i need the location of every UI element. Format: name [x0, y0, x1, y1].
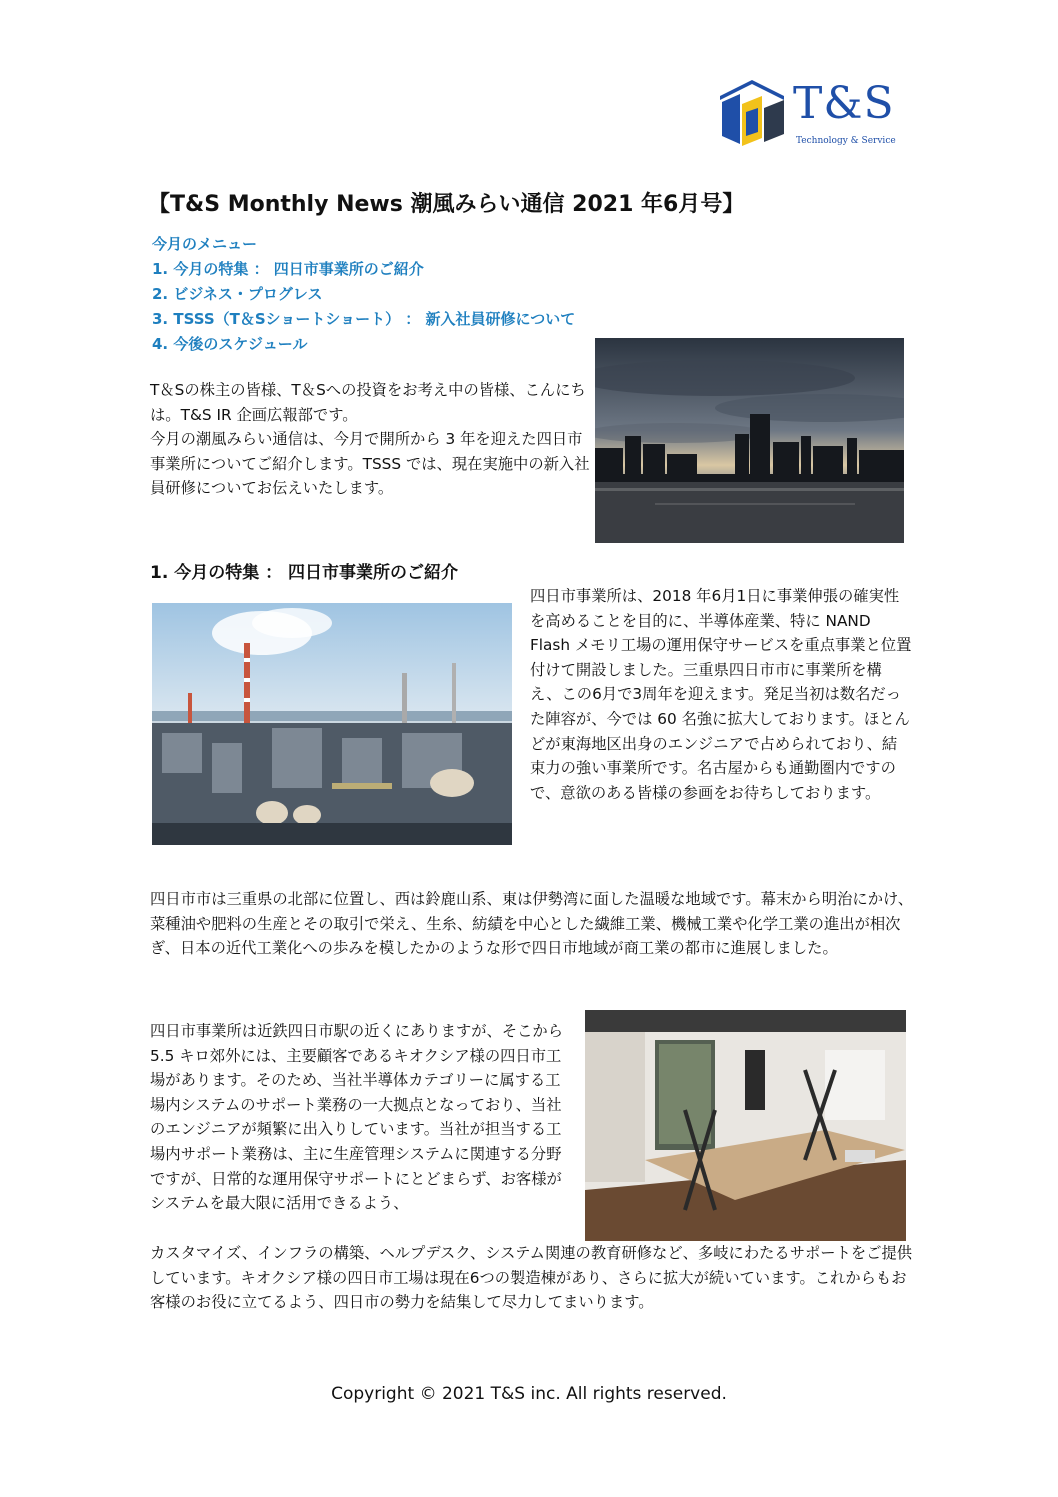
menu-item-feature: 1. 今月の特集 ： 四日市事業所のご紹介	[152, 260, 424, 278]
logo-wordmark: T&S	[793, 78, 895, 129]
logo-mark-icon	[712, 78, 792, 150]
feature-paragraph-2: 四日市市は三重県の北部に位置し、西は鈴鹿山系、東は伊勢湾に面した温暖な地域です。幕末から明治にかけ、菜種油や肥料の生産とその取引で栄え、生糸、紡績を中心とした繊維工業、機械工業や化学工業の進出が相次ぎ、日本の近代工業化への歩みを模したかのような形で四日市地域が商工業の都市に進展しました。	[150, 890, 914, 958]
industrial-factory-photo	[152, 603, 512, 845]
feature-paragraph-1: 四日市事業所は、2018 年6月1日に事業伸張の確実性を高めることを目的に、半導体産業、特に NAND Flash メモリ工場の運用保守サービスを重点事業と位置付けて開設しました。三重県四日市市に事業所を構え、この6月で3周年を迎えます。発足当初は数名だった陣容が、今では 60 名強に拡大しております。ほとんどが東海地区出身のエンジニアで占められており、結束力の強い事業所です。名古屋からも通勤圏内ですので、意欲のある皆様の参画をお待ちしております。	[530, 587, 912, 802]
feature-paragraph-3: 四日市事業所は近鉄四日市駅の近くにありますが、そこから 5.5 キロ郊外には、主要顧客であるキオクシア様の四日市工場があります。そのため、当社半導体カテゴリーに属する工場内システムのサポート業務の一大拠点となっており、当社のエンジニアが頻繁に出入りしています。当社が担当する工場内サポート業務は、主に生産管理システムに関連する分野ですが、日常的な運用保守サポートにとどまらず、お客様がシステムを最大限に活用できるよう、	[150, 1022, 564, 1213]
copyright-footer: Copyright © 2021 T&S inc. All rights reserved.	[331, 1384, 727, 1404]
menu-item-schedule: 4. 今後のスケジュール	[152, 335, 308, 353]
menu-list	[152, 232, 575, 357]
office-interior-photo	[585, 1010, 906, 1241]
menu-item-tsss: 3. TSSS（T＆Sショートショート） ： 新入社員研修について	[152, 310, 576, 328]
intro-paragraph: T＆Sの株主の皆様、T＆Sへの投資をお考え中の皆様、こんにちは。T&S IR 企画広報部です。 今月の潮風みらい通信は、今月で開所から 3 年を迎えた四日市事業所についてご紹介します。TSSS では、現在実施中の新入社員研修についてお伝えいたします。	[150, 381, 590, 498]
city-skyline-photo	[595, 338, 904, 543]
newsletter-title: 【T&S Monthly News 潮風みらい通信 2021 年6月号】	[148, 192, 745, 217]
menu-heading: 今月のメニュー	[152, 235, 258, 253]
feature-paragraph-4: カスタマイズ、インフラの構築、ヘルプデスク、システム関連の教育研修など、多岐にわたるサポートをご提供しています。キオクシア様の四日市工場は現在6つの製造棟があり、さらに拡大が続いています。これからもお客様のお役に立てるよう、四日市の勢力を結集して尽力してまいります。	[150, 1244, 913, 1312]
section-feature-heading: 1. 今月の特集 ： 四日市事業所のご紹介	[150, 563, 459, 583]
logo-tagline: Technology & Service	[796, 136, 896, 146]
menu-item-business-progress: 2. ビジネス・プログレス	[152, 285, 323, 303]
